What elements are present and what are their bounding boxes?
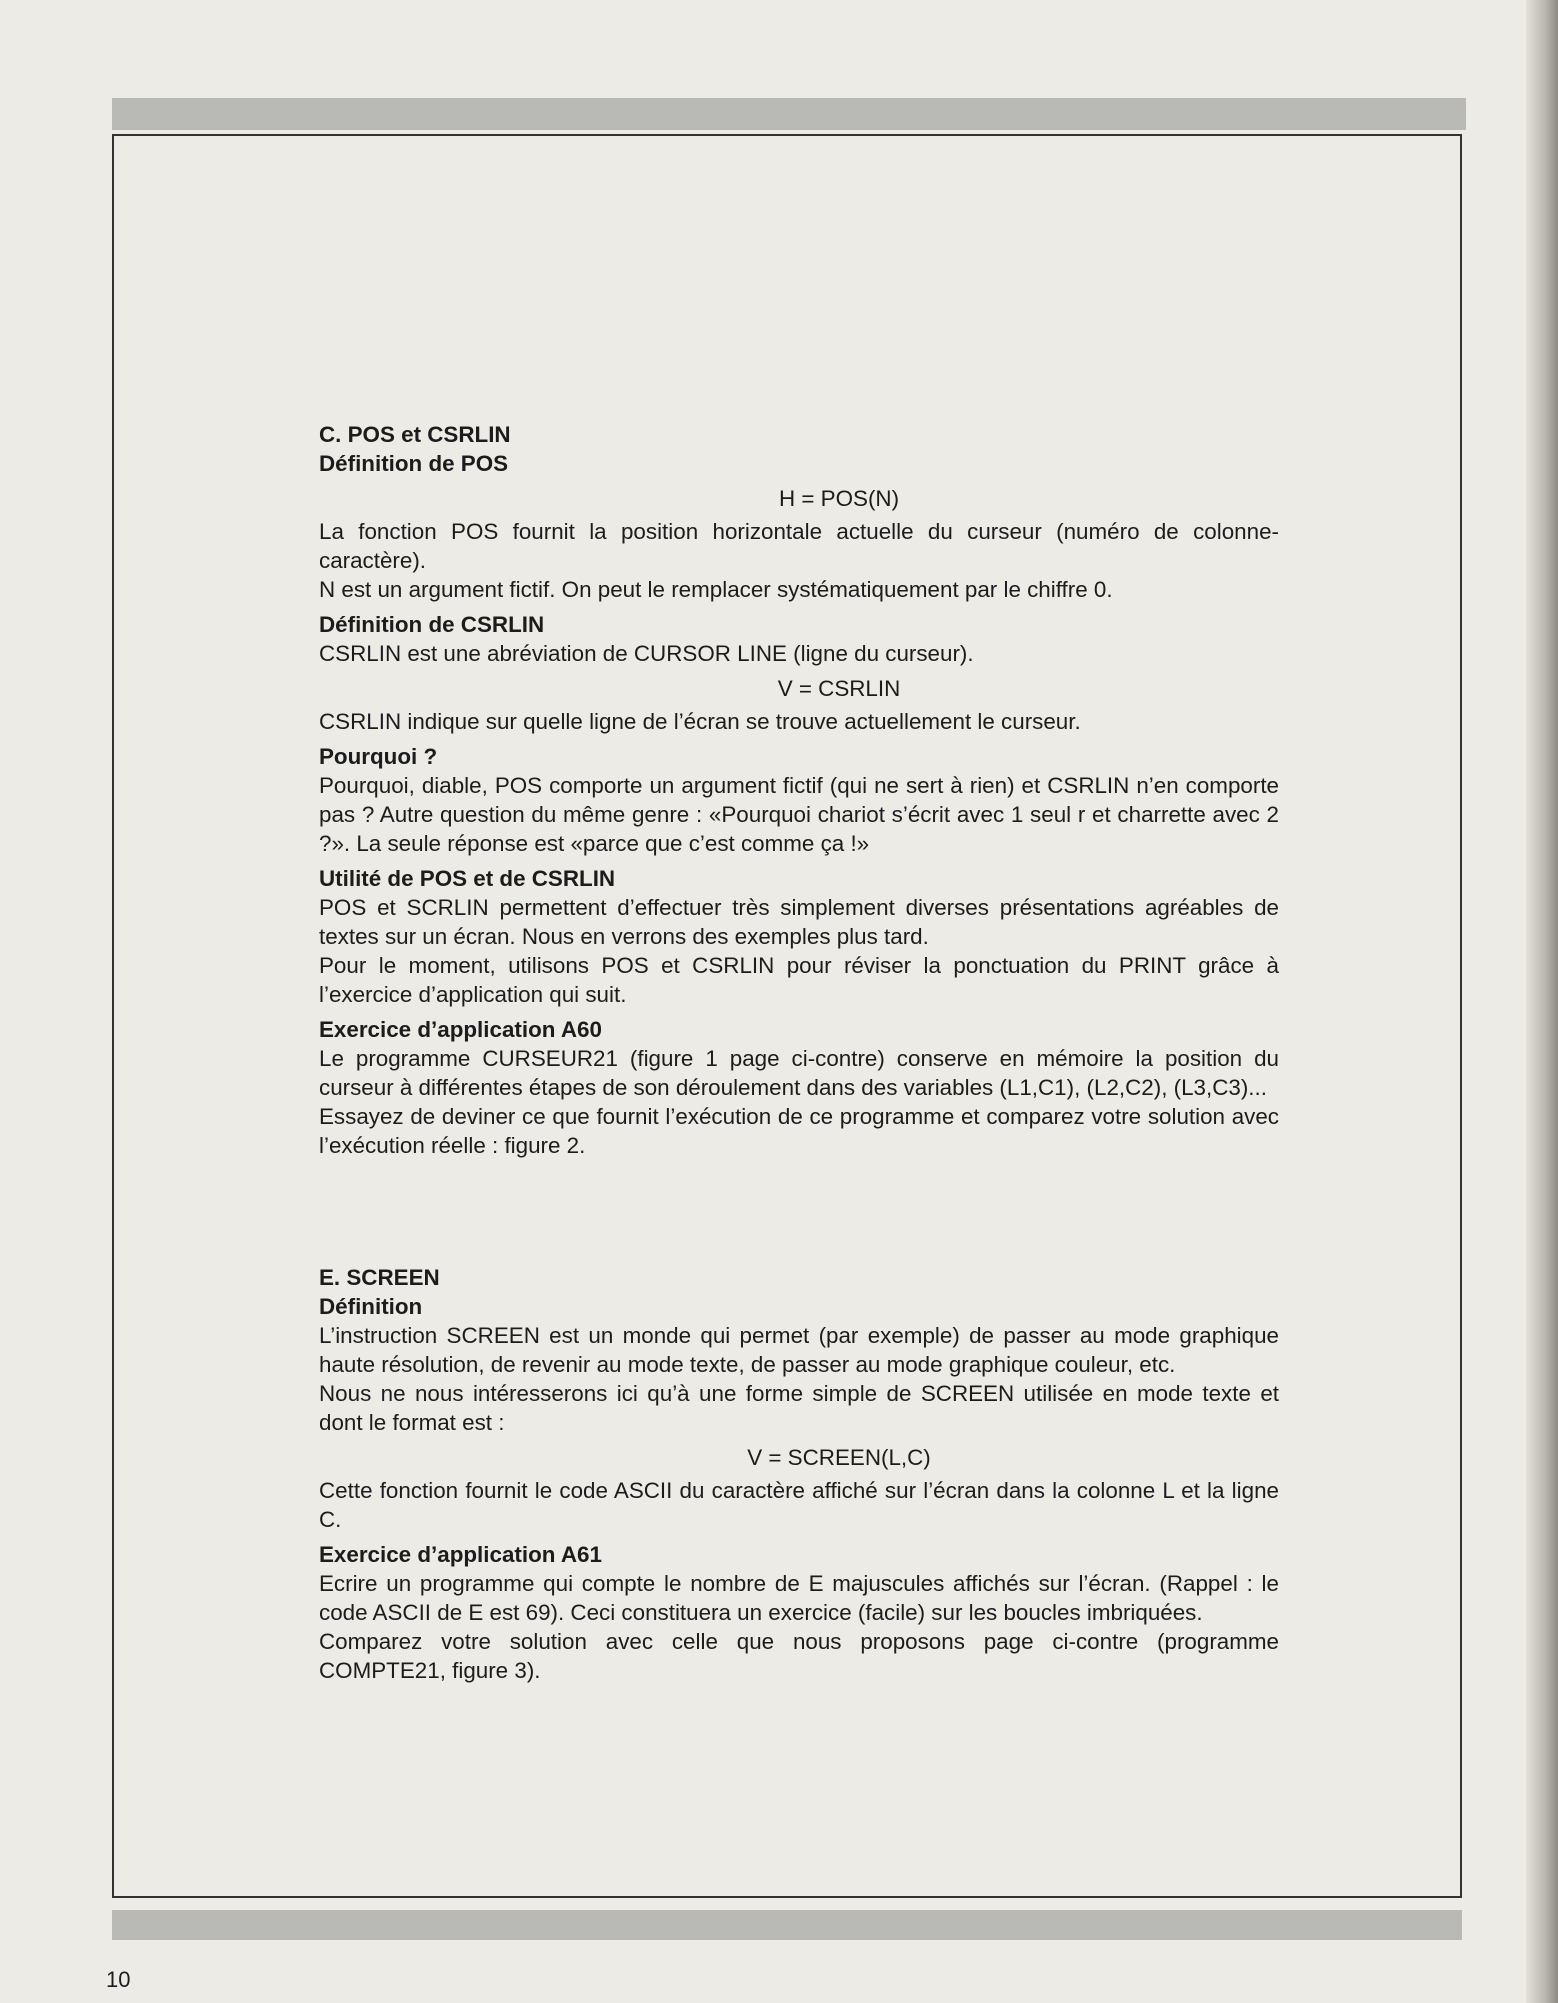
pos-formula: H = POS(N) <box>778 486 900 511</box>
section-pos-csrlin <box>319 420 1279 1160</box>
definition-pos-heading: Définition de POS <box>319 451 509 476</box>
screen-formula: V = SCREEN(L,C) <box>747 1445 931 1470</box>
csrlin-paragraph-2: CSRLIN indique sur quelle ligne de l’écran se trouve actuellement le curseur. <box>319 709 1081 734</box>
page-edge-shadow <box>1526 0 1558 2003</box>
utilite-heading: Utilité de POS et de CSRLIN <box>319 866 616 891</box>
exercice-a61-heading: Exercice d’application A61 <box>319 1542 602 1567</box>
exercice-a60-paragraph-2: Essayez de deviner ce que fournit l’exécution de ce programme et comparez votre solution avec l’exécution réelle : figure 2. <box>319 1104 1279 1158</box>
section-title: E. SCREEN <box>319 1265 440 1290</box>
pourquoi-paragraph: Pourquoi, diable, POS comporte un argument fictif (qui ne sert à rien) et CSRLIN n’en comporte pas ? Autre question du même genre : «Pourquoi chariot s’écrit avec 1 seul r et charrette avec 2 ?». La seule réponse est «parce que c’est comme ça !» <box>319 773 1279 856</box>
exercice-a61-paragraph-1: Ecrire un programme qui compte le nombre de E majuscules affichés sur l’écran. (Rappel : le code ASCII de E est 69). Ceci constituera un exercice (facile) sur les boucles imbriquées. <box>319 1571 1279 1625</box>
exercice-a60-heading: Exercice d’application A60 <box>319 1017 602 1042</box>
page-number: 10 <box>106 1967 131 1992</box>
screen-paragraph-3: Cette fonction fournit le code ASCII du caractère affiché sur l’écran dans la colonne L et la ligne C. <box>319 1478 1279 1532</box>
screen-paragraph-2: Nous ne nous intéresserons ici qu’à une forme simple de SCREEN utilisée en mode texte et dont le format est : <box>319 1381 1279 1435</box>
pourquoi-heading: Pourquoi ? <box>319 744 438 769</box>
pos-paragraph-2: N est un argument fictif. On peut le remplacer systématiquement par le chiffre 0. <box>319 577 1113 602</box>
header-band <box>112 98 1466 130</box>
csrlin-formula: V = CSRLIN <box>777 676 901 701</box>
utilite-paragraph-2: Pour le moment, utilisons POS et CSRLIN pour réviser la ponctuation du PRINT grâce à l’exercice d’application qui suit. <box>319 953 1279 1007</box>
csrlin-paragraph-1: CSRLIN est une abréviation de CURSOR LINE (ligne du curseur). <box>319 641 974 666</box>
screen-paragraph-1: L’instruction SCREEN est un monde qui permet (par exemple) de passer au mode graphique haute résolution, de revenir au mode texte, de passer au mode graphique couleur, etc. <box>319 1323 1279 1377</box>
section-title: C. POS et CSRLIN <box>319 422 511 447</box>
utilite-paragraph-1: POS et SCRLIN permettent d’effectuer très simplement diverses présentations agréables de textes sur un écran. Nous en verrons des exemples plus tard. <box>319 895 1279 949</box>
exercice-a60-paragraph-1: Le programme CURSEUR21 (figure 1 page ci-contre) conserve en mémoire la position du curseur à différentes étapes de son déroulement dans des variables (L1,C1), (L2,C2), (L3,C3)... <box>319 1046 1279 1100</box>
section-screen <box>319 1263 1279 1685</box>
exercice-a61-paragraph-2: Comparez votre solution avec celle que nous proposons page ci-contre (programme COMPTE21, figure 3). <box>319 1629 1279 1683</box>
definition-heading: Définition <box>319 1294 423 1319</box>
pos-paragraph-1: La fonction POS fournit la position horizontale actuelle du curseur (numéro de colonne-caractère). <box>319 519 1279 573</box>
definition-csrlin-heading: Définition de CSRLIN <box>319 612 545 637</box>
footer-band <box>112 1910 1462 1940</box>
